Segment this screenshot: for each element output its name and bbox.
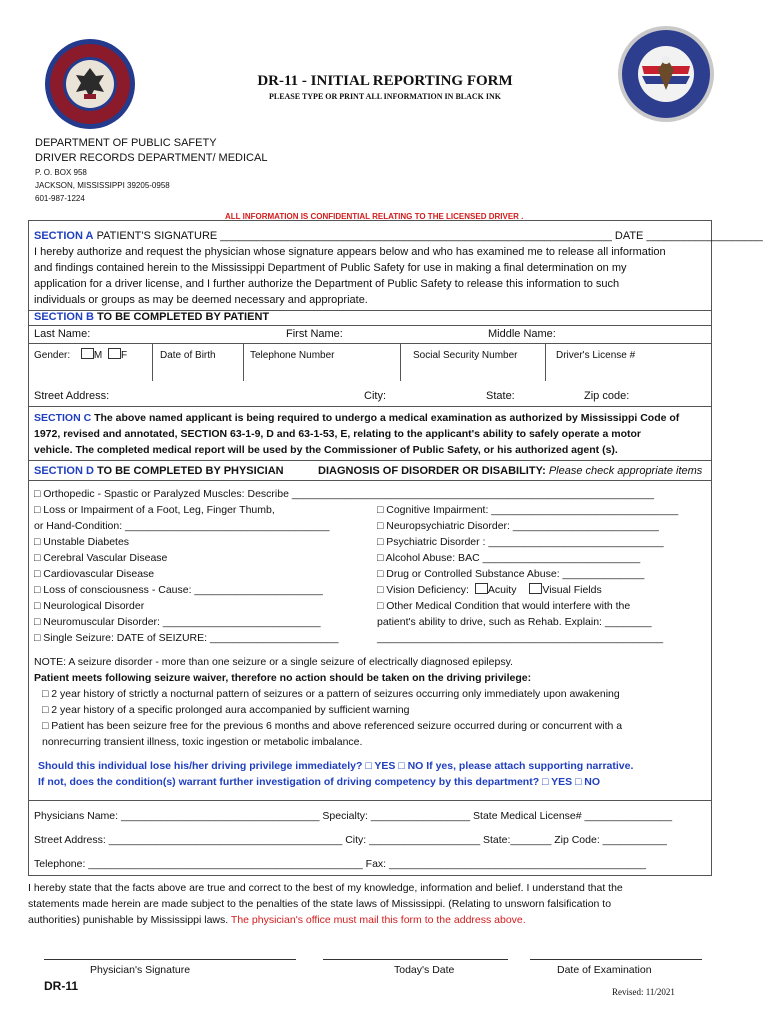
diagnosis-title: DIAGNOSIS OF DISORDER OR DISABILITY: (318, 465, 546, 477)
department-address (35, 136, 267, 205)
address-line-2: DRIVER RECORDS DEPARTMENT/ MEDICAL (35, 152, 268, 164)
section-a-label: SECTION A (34, 230, 94, 242)
waiver-item[interactable]: □ 2 year history of strictly a nocturnal pattern of seizures or a pattern of seizures occurring only immediately upon awakening (42, 688, 620, 700)
section-a-authorization (34, 244, 666, 308)
middle-name-field[interactable]: Middle Name: (488, 328, 556, 340)
address-line-4: JACKSON, MISSISSIPPI 39205-0958 (35, 181, 170, 190)
vision-deficiency-label: □ Vision Deficiency: (377, 584, 469, 596)
diagnosis-item[interactable]: □ Single Seizure: DATE of SEIZURE: ______________________ (34, 632, 339, 644)
state-field[interactable]: State: (486, 390, 515, 402)
mail-instruction: The physician's office must mail this form to the address above. (230, 914, 526, 926)
phone-field[interactable]: Telephone Number (250, 350, 335, 361)
diagnosis-item[interactable]: patient's ability to drive, such as Rehab. Explain: ________ (377, 616, 652, 628)
vision-deficiency-item (377, 582, 678, 598)
section-d-label: SECTION D (34, 465, 94, 477)
diagnosis-item[interactable]: □ Drug or Controlled Substance Abuse: ______________ (377, 568, 645, 580)
physician-signature-label: Physician's Signature (90, 964, 191, 976)
authorization-line-2: and findings contained herein to the Mississippi Department of Public Safety for use in making a final determination on my (34, 262, 627, 274)
section-b-label: SECTION B (34, 311, 94, 323)
diagnosis-item[interactable]: □ Cognitive Impairment: ________________________________ (377, 504, 679, 516)
drivers-license-field[interactable]: Driver's License # (556, 350, 636, 361)
form-id: DR-11 (44, 979, 79, 993)
section-c-line-2: 1972, revised and annotated, SECTION 63-1-9, D and 63-1-53, E, relating to the applicant's ability to safely operate a motor (34, 428, 642, 440)
diagnosis-item[interactable]: □ Other Medical Condition that would interfere with the (377, 600, 631, 612)
authorization-line-4: individuals or groups as may be deemed necessary and appropriate. (34, 294, 368, 306)
gender-field (34, 348, 127, 364)
section-c-text (34, 410, 679, 458)
street-address-field[interactable]: Street Address: (34, 390, 110, 402)
question-lose-privilege[interactable]: Should this individual lose his/her driving privilege immediately? □ YES □ NO If yes, please attach supporting narrative. (38, 760, 634, 772)
diagnosis-left-column (34, 502, 338, 646)
question-further-investigation[interactable]: If not, does the condition(s) warrant further investigation of driving competency by this department? □ YES □ NO (38, 776, 601, 788)
physician-address-row[interactable]: Street Address: ________________________________________ City: ___________________ State:_______ Zip Code: ___________ (34, 834, 667, 846)
waiver-item: nonrecurring transient illness, toxic ingestion or metabolic imbalance. (42, 736, 363, 748)
note-text: NOTE: A seizure disorder - more than one seizure or a single seizure of electrically diagnosed epilepsy. (34, 656, 513, 668)
diagnosis-item[interactable]: □ Psychiatric Disorder : ______________________________ (377, 536, 664, 548)
section-d-title: TO BE COMPLETED BY PHYSICIAN (96, 465, 284, 477)
dob-field[interactable]: Date of Birth (160, 350, 216, 361)
gender-f-checkbox[interactable] (108, 348, 121, 359)
todays-date-line[interactable] (323, 959, 508, 960)
acuity-label: Acuity (487, 584, 517, 596)
waiver-item[interactable]: □ Patient has been seizure free for the previous 6 months and above referenced seizure occurred during or concurrent with a (42, 720, 623, 732)
diagnosis-item[interactable]: □ Unstable Diabetes (34, 536, 130, 548)
statement-line-2: statements made herein are made subject to the penalties of the state laws of Mississippi. (Relating to unsworn falsification to (28, 898, 612, 910)
diagnosis-item[interactable]: □ Cerebral Vascular Disease (34, 552, 168, 564)
orthopedic-item[interactable]: □ Orthopedic - Spastic or Paralyzed Muscles: Describe ______________________________________________________________ (34, 488, 654, 500)
section-b-title: TO BE COMPLETED BY PATIENT (96, 311, 270, 323)
address-line-5: 601-987-1224 (35, 194, 85, 203)
diagnosis-item[interactable]: □ Neuromuscular Disorder: ___________________________ (34, 616, 321, 628)
note-bold: Patient meets following seizure waiver, therefore no action should be taken on the driving privilege: (34, 672, 532, 684)
address-line-1: DEPARTMENT OF PUBLIC SAFETY (35, 137, 217, 149)
statement-line-3: authorities) punishable by Mississippi laws. (28, 914, 229, 926)
diagnosis-item[interactable]: □ Neuropsychiatric Disorder: _________________________ (377, 520, 659, 532)
authorization-line-1: I hereby authorize and request the physician whose signature appears below and who has examined me to release all information (34, 246, 666, 258)
physician-signature-line[interactable] (44, 959, 296, 960)
section-a-signature-row (34, 228, 763, 244)
physician-phone-row[interactable]: Telephone: _______________________________________________ Fax: ____________________________________________ (34, 858, 646, 870)
todays-date-label: Today's Date (394, 964, 455, 976)
gender-f-label: F (121, 350, 128, 361)
visual-fields-label: Visual Fields (542, 584, 602, 596)
diagnosis-header (318, 463, 702, 479)
section-b-header (34, 309, 269, 325)
last-name-field[interactable]: Last Name: (34, 328, 91, 340)
seizure-note (34, 654, 622, 750)
section-c-line-3: vehicle. The completed medical report will be used by the Commissioner of Public Safety, or his authorized agent (s). (34, 444, 618, 456)
zip-field[interactable]: Zip code: (584, 390, 630, 402)
authorization-line-3: application for a driver license, and I further authorize the Department of Public Safety to release this information to such (34, 278, 620, 290)
statement-line-1: I hereby state that the facts above are true and correct to the best of my knowledge, information and belief. I understand that the (28, 882, 623, 894)
gender-m-label: M (93, 350, 103, 361)
diagnosis-right-column (377, 502, 678, 646)
address-line-3: P. O. BOX 958 (35, 168, 87, 177)
confidential-notice: ALL INFORMATION IS CONFIDENTIAL RELATING TO THE LICENSED DRIVER . (225, 212, 524, 221)
exam-date-label: Date of Examination (557, 964, 652, 976)
diagnosis-item[interactable]: □ Neurological Disorder (34, 600, 145, 612)
gender-m-checkbox[interactable] (81, 348, 94, 359)
diagnosis-hint: Please check appropriate items (548, 465, 703, 477)
diagnosis-item[interactable]: _________________________________________________ (377, 632, 664, 644)
section-c-line-1: The above named applicant is being required to undergo a medical examination as authorized by Mississippi Code of (94, 412, 680, 424)
certification-statement (28, 880, 623, 928)
physician-name-row[interactable]: Physicians Name: __________________________________ Specialty: _________________ State Medical License# _______________ (34, 810, 673, 822)
section-d-header (34, 463, 284, 479)
diagnosis-item[interactable]: or Hand-Condition: ___________________________________ (34, 520, 330, 532)
acuity-checkbox[interactable] (475, 583, 488, 594)
gender-label: Gender: (34, 350, 71, 361)
diagnosis-item[interactable]: □ Cardiovascular Disease (34, 568, 155, 580)
diagnosis-item[interactable]: □ Loss or Impairment of a Foot, Leg, Finger Thumb, (34, 504, 275, 516)
diagnosis-item[interactable]: □ Alcohol Abuse: BAC ___________________________ (377, 552, 641, 564)
visual-fields-checkbox[interactable] (529, 583, 542, 594)
patient-signature-line[interactable]: PATIENT'S SIGNATURE ________________________________________________________________ DATE ___________________ (96, 230, 763, 242)
exam-date-line[interactable] (530, 959, 702, 960)
city-field[interactable]: City: (364, 390, 386, 402)
revised-date: Revised: 11/2021 (612, 987, 675, 997)
diagnosis-item[interactable]: □ Loss of consciousness - Cause: ______________________ (34, 584, 323, 596)
form-subtitle: PLEASE TYPE OR PRINT ALL INFORMATION IN BLACK INK (268, 92, 502, 101)
first-name-field[interactable]: First Name: (286, 328, 343, 340)
section-c-label: SECTION C (34, 412, 92, 424)
ssn-field[interactable]: Social Security Number (413, 350, 518, 361)
waiver-item[interactable]: □ 2 year history of a specific prolonged aura accompanied by sufficient warning (42, 704, 410, 716)
form-title: DR-11 - INITIAL REPORTING FORM (257, 73, 513, 89)
